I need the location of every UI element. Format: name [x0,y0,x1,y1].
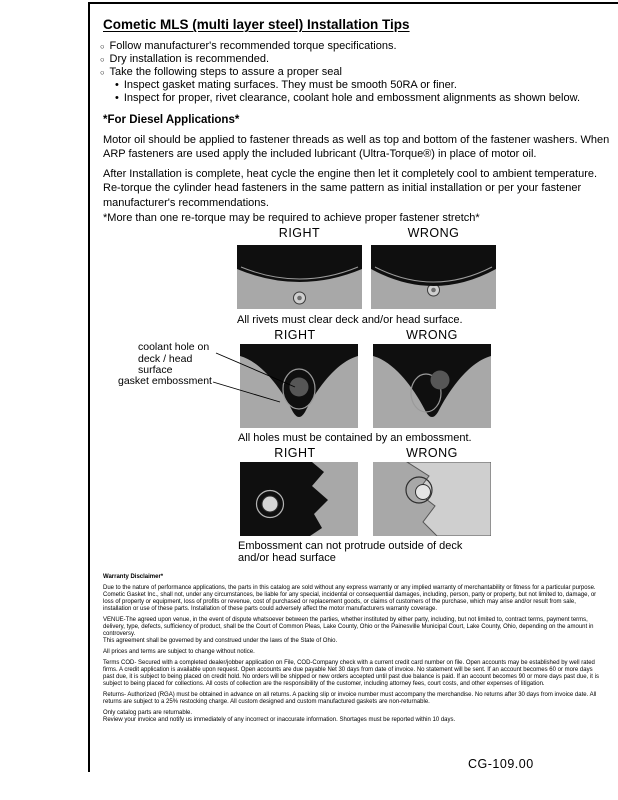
page-border-top [88,2,618,4]
right-label-row3: RIGHT [274,446,316,460]
list-item [115,79,605,92]
retorque-note: *More than one re-torque may be required to achieve proper fastener stretch* [103,212,480,224]
caption-holes: All holes must be contained by an embossment. [238,432,472,444]
legal-paragraph: Returns- Authorized (RGA) must be obtained in advance on all returns. A packing slip or invoice number must accompany the merchandise. No returns after 30 days from invoice date. All returns are subject to a 25% restocking charge. All custom designed and custom manufactured gaskets are non-returnable. [103,692,597,705]
list-item [100,53,605,66]
legal-disclaimer [103,574,604,724]
legal-paragraph: Review your invoice and notify us immediately of any incorrect or inaccurate information. Shortages must be reported within 10 days. [103,717,456,723]
tip-text: ○ Take the following steps to assure a proper seal [109,66,342,78]
rivet-right-diagram [237,245,362,309]
rivet-wrong-diagram [371,245,496,309]
list-item [100,66,605,79]
diesel-paragraph-1: Motor oil should be applied to fastener threads as well as top and bottom of the fastener washers. When ARP fasteners are used apply the included lubricant (Ultra-Torque®) in place of motor oil. [103,134,610,161]
diesel-paragraph-2: After Installation is complete, heat cycle the engine then let it completely cool to ambient temperature. Re-torque the cylinder head fasteners in the same pattern as initial installation or per your fastener manufacturer's recommendations. [103,168,598,209]
wrong-label-row2: WRONG [406,328,458,342]
legal-paragraph: All prices and terms are subject to change without notice. [103,649,255,655]
gasket-embossment-annotation: gasket embossment [118,375,212,387]
legal-paragraph: This agreement shall be governed by and construed under the laws of the State of Ohio. [103,638,338,644]
embossment-wrong-diagram [373,462,491,536]
tips-list [100,40,605,105]
annotation-line: deck / head surface [138,352,193,376]
legal-paragraph: VENUE-The agreed upon venue, in the event of dispute whatsoever between the parties, whether instituted by either party, including, but not limited to, contract terms, payment terms, delivery, type, defects, sufficiency of product, shall be the Court of Common Pleas, Lake County, Ohio or the Painesville Municipal Court, Lake County, Ohio, depending on the amount in controversy. [103,617,594,637]
coolant-hole-wrong-diagram [373,344,491,428]
page-border-left [88,2,90,772]
tip-text: • Inspect for proper, rivet clearance, coolant hole and embossment alignments as shown below. [123,92,581,104]
legal-paragraph: Only catalog parts are returnable. [103,710,193,716]
tip-text: • Inspect gasket mating surfaces. They must be smooth 50RA or finer. [123,79,457,91]
annotation-pointer-lines [120,340,310,440]
legal-paragraph: Due to the nature of performance applications, the parts in this catalog are sold without any express warranty or any implied warranty of merchantability or fitness for a particular purpose. Cometic Gasket Inc., shall not, under any circumstances, be liable for any special, incidental or consequential damages, including, person, party or property, but not limited to, damage, or loss of property or equipment, loss of profits or revenue, cost of purchased or replacement goods, or claims of customers of the purchase, which may arise and/or result from sale, installation or use of these parts. Installation of these parts could adversely affect the motor manufacturers warranty coverage. [103,585,597,612]
embossment-right-diagram [240,462,358,536]
legal-paragraph: Terms COD- Secured with a completed dealer/jobber application on File, COD-Company check with a current credit card number on file. Open accounts may be established by well rated firms. A credit application is available upon request. Open accounts are due payable Net 30 days from date of invoice. No statement will be sent. If an account becomes 60 or more days past due, it is subject to being placed on credit hold. No orders will be shipped or new orders accepted until past due balance is paid. If an account becomes 90 or more days past due, it is subject to being placed for collections. All costs of collection are the responsibility of the customer, including attorney fees, court costs, and other expenses of litigation. [103,660,599,687]
list-item [115,92,605,105]
caption-rivets: All rivets must clear deck and/or head surface. [237,314,463,326]
diesel-applications-heading: *For Diesel Applications* [103,114,240,126]
catalog-page-code: CG-109.00 [468,757,534,771]
right-label-row2: RIGHT [274,328,316,342]
tip-text: ○ Dry installation is recommended. [109,53,270,65]
annotation-line: coolant hole on [138,341,210,353]
warranty-disclaimer-heading: Warranty Disclaimer* [103,574,164,580]
page-title: Cometic MLS (multi layer steel) Installation Tips [103,17,410,32]
tip-text: ○ Follow manufacturer's recommended torque specifications. [109,40,397,52]
wrong-label-row1: WRONG [407,226,460,240]
right-label-row1: RIGHT [278,226,321,240]
wrong-label-row3: WRONG [406,446,458,460]
list-item [100,40,605,53]
caption-embossment: Embossment can not protrude outside of deck and/or head surface [238,540,463,564]
